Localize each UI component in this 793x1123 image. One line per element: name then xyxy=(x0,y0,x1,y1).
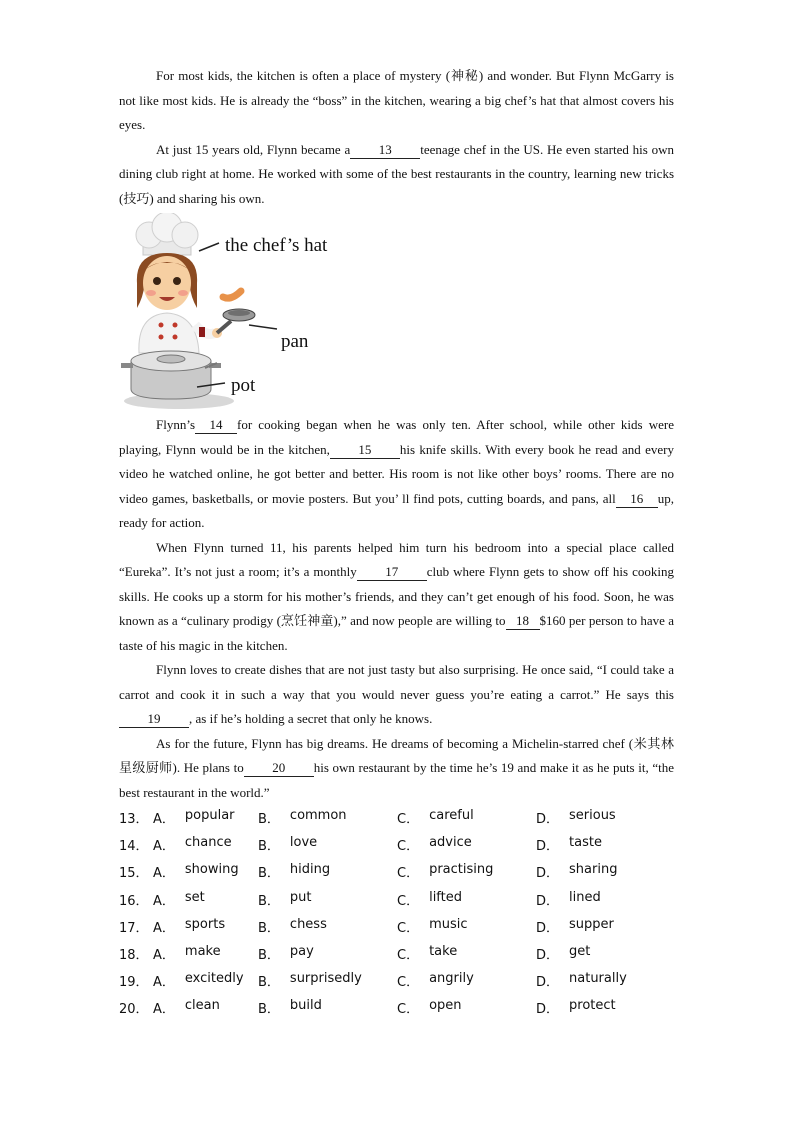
option-text: protect xyxy=(569,998,616,1014)
option-d[interactable] xyxy=(536,917,656,936)
paragraph-text: his own restaurant by the time he’s 19 and make it as he puts it, “the best restaurant in the world.” xyxy=(119,760,675,800)
option-c[interactable] xyxy=(397,917,536,936)
blank-16: 16 xyxy=(616,491,658,508)
question-row xyxy=(119,858,679,885)
question-row xyxy=(119,967,679,994)
option-letter: D． xyxy=(536,866,560,882)
blank-17: 17 xyxy=(357,564,427,581)
option-a[interactable] xyxy=(153,917,258,936)
option-text: serious xyxy=(569,808,616,824)
option-d[interactable] xyxy=(536,944,656,963)
option-a[interactable] xyxy=(153,808,258,827)
option-letter: C． xyxy=(397,893,420,909)
question-row xyxy=(119,831,679,858)
option-text: surprisedly xyxy=(289,971,362,987)
option-c[interactable] xyxy=(397,835,536,854)
option-text: make xyxy=(184,944,221,960)
paragraph-6 xyxy=(119,732,674,806)
question-row xyxy=(119,913,679,940)
option-letter: B． xyxy=(258,839,280,855)
option-letter: D． xyxy=(536,812,560,828)
option-c[interactable] xyxy=(397,998,536,1017)
question-row xyxy=(119,886,679,913)
option-text: popular xyxy=(184,808,235,824)
option-letter: A． xyxy=(153,893,175,909)
paragraph-text: When Flynn turned 11, his parents helped him turn his bedroom into a special place called “Eureka”. It’s not just a room; it’s a monthly xyxy=(119,539,674,579)
option-text: showing xyxy=(184,862,239,878)
option-text: sharing xyxy=(569,862,618,878)
option-letter: B． xyxy=(258,920,280,936)
option-letter: C． xyxy=(397,1002,420,1018)
paragraph-1: For most kids, the kitchen is often a place of mystery (神秘) and wonder. But Flynn McGarry is not like most kids. He is already the “boss” in the kitchen, wearing a big chef’s hat that almost covers his eyes. xyxy=(119,68,674,132)
option-d[interactable] xyxy=(536,890,656,909)
question-row xyxy=(119,994,679,1021)
option-b[interactable] xyxy=(258,971,397,990)
blank-20: 20 xyxy=(244,760,314,777)
option-text: get xyxy=(569,944,591,960)
option-letter: C． xyxy=(397,839,420,855)
option-a[interactable] xyxy=(153,944,258,963)
option-letter: B． xyxy=(258,812,280,828)
paragraph-text: , as if he’s holding a secret that only he knows. xyxy=(189,711,433,726)
option-b[interactable] xyxy=(258,808,397,827)
option-a[interactable] xyxy=(153,835,258,854)
chef-illustration xyxy=(119,213,674,413)
question-number: 19． xyxy=(119,975,149,991)
blank-13: 13 xyxy=(350,142,420,159)
option-d[interactable] xyxy=(536,998,656,1017)
paragraph-text: At just 15 years old, Flynn became a xyxy=(156,141,351,157)
option-a[interactable] xyxy=(153,998,258,1017)
option-b[interactable] xyxy=(258,835,397,854)
question-number: 17． xyxy=(119,920,149,936)
option-text: pay xyxy=(289,944,314,960)
option-a[interactable] xyxy=(153,862,258,881)
option-text: common xyxy=(289,808,347,824)
option-text: love xyxy=(289,835,318,851)
option-text: taste xyxy=(569,835,602,851)
option-letter: B． xyxy=(258,975,280,991)
option-a[interactable] xyxy=(153,971,258,990)
option-d[interactable] xyxy=(536,808,656,827)
option-letter: B． xyxy=(258,866,280,882)
option-c[interactable] xyxy=(397,862,536,881)
option-text: put xyxy=(289,889,312,905)
option-letter: A． xyxy=(153,975,175,991)
option-letter: A． xyxy=(153,812,175,828)
option-text: practising xyxy=(429,862,494,878)
option-a[interactable] xyxy=(153,890,258,909)
option-c[interactable] xyxy=(397,890,536,909)
paragraph-text: club where Flynn gets to show off his cooking skills. He cooks up a storm for his mother’s friends, and they can’t get enough of his food. Soon, he was known as a “culinary prodigy (烹饪神童),” and now people are willing to xyxy=(119,564,674,628)
question-row xyxy=(119,940,679,967)
option-text: chess xyxy=(289,916,327,932)
option-text: music xyxy=(429,916,468,932)
question-row xyxy=(119,804,679,831)
option-text: lifted xyxy=(429,889,462,905)
paragraph-text: $160 per person to have a taste of his magic in the kitchen. xyxy=(119,613,674,653)
option-d[interactable] xyxy=(536,971,656,990)
question-number: 13． xyxy=(119,812,149,828)
paragraph-text: up, ready for action. xyxy=(119,490,674,530)
option-letter: C． xyxy=(397,948,420,964)
option-letter: D． xyxy=(536,893,560,909)
option-letter: D． xyxy=(536,920,560,936)
option-b[interactable] xyxy=(258,998,397,1017)
option-text: clean xyxy=(184,998,220,1014)
option-b[interactable] xyxy=(258,890,397,909)
paragraph-text: for cooking began when he was only ten. After school, while other kids were playing, Flynn would be in the kitchen, xyxy=(119,417,674,457)
option-c[interactable] xyxy=(397,971,536,990)
paragraph-5 xyxy=(119,658,674,732)
paragraph-4 xyxy=(119,536,674,659)
option-b[interactable] xyxy=(258,862,397,881)
option-c[interactable] xyxy=(397,808,536,827)
option-letter: D． xyxy=(536,975,560,991)
pot-label: pot xyxy=(231,375,256,396)
blank-15: 15 xyxy=(330,442,400,459)
option-letter: B． xyxy=(258,1002,280,1018)
option-b[interactable] xyxy=(258,917,397,936)
blank-18: 18 xyxy=(506,613,540,630)
paragraph-text: As for the future, Flynn has big dreams. He dreams of becoming a Michelin-starred chef (米其林星级厨师). He plans to xyxy=(119,735,674,775)
option-text: naturally xyxy=(569,971,627,987)
option-text: supper xyxy=(569,916,614,932)
option-letter: A． xyxy=(153,948,175,964)
blank-19: 19 xyxy=(119,711,189,728)
question-number: 15． xyxy=(119,866,149,882)
question-number: 16． xyxy=(119,893,149,909)
option-letter: A． xyxy=(153,839,175,855)
option-letter: C． xyxy=(397,920,420,936)
option-text: chance xyxy=(184,835,232,851)
paragraph-3 xyxy=(119,413,674,536)
option-letter: D． xyxy=(536,948,560,964)
option-text: advice xyxy=(429,835,472,851)
option-letter: C． xyxy=(397,812,420,828)
question-number: 18． xyxy=(119,948,149,964)
option-letter: D． xyxy=(536,1002,560,1018)
option-b[interactable] xyxy=(258,944,397,963)
option-letter: B． xyxy=(258,893,280,909)
option-letter: C． xyxy=(397,866,420,882)
question-number: 14． xyxy=(119,839,149,855)
option-text: sports xyxy=(184,916,226,932)
option-letter: A． xyxy=(153,1002,175,1018)
option-text: open xyxy=(429,998,462,1014)
paragraph-text: his knife skills. With every book he read and every video he watched online, he got better and better. His room is not like other boys’ rooms. There are no video games, basketballs, or movie posters. But you’ ll find pots, cutting boards, and pans, all xyxy=(119,441,674,506)
paragraph-text: Flynn’s xyxy=(156,417,196,432)
option-text: excitedly xyxy=(184,971,244,987)
option-letter: B． xyxy=(258,948,280,964)
pan-label: pan xyxy=(281,331,309,352)
passage xyxy=(119,64,674,805)
option-text: lined xyxy=(569,889,601,905)
option-text: build xyxy=(289,998,322,1014)
option-d[interactable] xyxy=(536,835,656,854)
option-letter: D． xyxy=(536,839,560,855)
option-text: careful xyxy=(429,808,474,824)
option-letter: C． xyxy=(397,975,420,991)
option-c[interactable] xyxy=(397,944,536,963)
hat-label: the chef’s hat xyxy=(225,235,328,256)
option-text: angrily xyxy=(429,971,474,987)
blank-14: 14 xyxy=(195,417,237,434)
question-number: 20． xyxy=(119,1002,149,1018)
option-text: take xyxy=(429,944,458,960)
answer-options xyxy=(119,804,679,1022)
paragraph-2 xyxy=(119,138,674,212)
option-letter: A． xyxy=(153,866,175,882)
option-letter: A． xyxy=(153,920,175,936)
paragraph-text: teenage chef in the US. He even started his own dining club right at home. He worked with some of the best restaurants in the country, learning new tricks (技巧) and sharing his own. xyxy=(119,141,674,206)
option-d[interactable] xyxy=(536,862,656,881)
option-text: hiding xyxy=(289,862,331,878)
option-text: set xyxy=(184,889,205,905)
paragraph-text: Flynn loves to create dishes that are not just tasty but also surprising. He once said, “I could take a carrot and cook it in such a way that you would never guess you’re eating a carrot.” He says this xyxy=(119,662,674,702)
